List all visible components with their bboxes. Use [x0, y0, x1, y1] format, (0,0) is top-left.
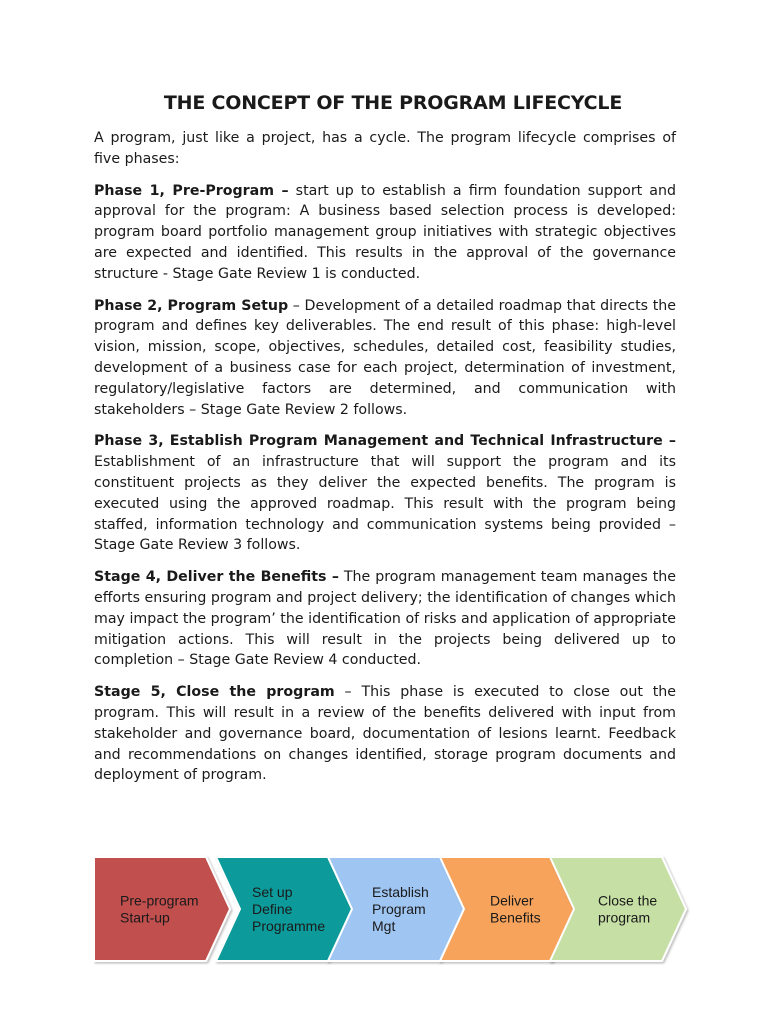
lifecycle-step-3-label-line: Mgt [372, 918, 396, 934]
lifecycle-step-3-label-line: Establish [372, 884, 429, 900]
phase-1-heading: Phase 1, Pre-Program – [94, 182, 289, 199]
phase-3-paragraph [94, 431, 676, 556]
stage-5-paragraph [94, 682, 676, 786]
lifecycle-step-4-label [490, 893, 541, 926]
lifecycle-diagram [94, 855, 690, 965]
stage-5-text: – This phase is executed to close out the program. This will result in a review of the benefits delivered with input from stakeholder and governance board, documentation of lesions learnt. Feedback and recommendations on changes identified, storage program documents and deployment of program. [94, 684, 676, 784]
phase-1-paragraph [94, 181, 676, 285]
stage-4-text: The program management team manages the efforts ensuring program and project delivery; the identification of changes which may impact the program’ the identification of risks and application of appropriate mitigation actions. This will result in the projects being delivered up to completion – Stage Gate Review 4 conducted. [94, 569, 676, 669]
phase-2-text: – Development of a detailed roadmap that directs the program and defines key deliverables. The end result of this phase: high-level vision, mission, scope, objectives, schedules, detailed cost, feasibility studies, development of a business case for each project, determination of investment, regulatory/legislative factors are determined, and communication with stakeholders – Stage Gate Review 2 follows. [94, 297, 676, 418]
stage-4-heading: Stage 4, Deliver the Benefits – [94, 569, 339, 586]
lifecycle-step-2-label-line: Define [252, 901, 293, 917]
document-page [94, 92, 676, 797]
lifecycle-step-5-label-line: program [598, 909, 651, 926]
page-title: THE CONCEPT OF THE PROGRAM LIFECYCLE [163, 92, 623, 114]
stage-4-paragraph [94, 567, 676, 671]
lifecycle-step-5-label [598, 893, 657, 926]
lifecycle-step-3-label-line: Program [372, 901, 426, 917]
lifecycle-step-4-label-line: Deliver [490, 892, 534, 909]
lifecycle-step-2-label-line: Programme [252, 918, 326, 934]
phase-1-text: start up to establish a firm foundation support and approval for the program: A business based selection process is developed: program board portfolio management group initiatives with strategic objectives are expected and identified. This results in the approval of the governance structure - Stage Gate Review 1 is conducted. [94, 182, 676, 282]
phase-3-text: Establishment of an infrastructure that will support the program and its constituent projects as they deliver the expected benefits. The program is executed using the approved roadmap. This result with the program being staffed, information technology and communication systems being provided – Stage Gate Review 3 follows. [94, 454, 676, 554]
phase-3-heading: Phase 3, Establish Program Management and Technical Infrastructure – [94, 433, 676, 450]
lifecycle-arrows [94, 855, 690, 965]
phase-2-heading: Phase 2, Program Setup [94, 297, 289, 314]
lifecycle-step-4-label-line: Benefits [490, 909, 541, 926]
lifecycle-step-5-label-line: Close the [598, 892, 658, 909]
stage-5-heading: Stage 5, Close the program [94, 684, 335, 701]
lifecycle-step-2-label-line: Set up [252, 884, 293, 900]
phase-2-paragraph [94, 296, 676, 421]
intro-paragraph: A program, just like a project, has a cycle. The program lifecycle comprises of five phases: [94, 130, 676, 167]
lifecycle-step-1-label-line: Pre-program [120, 892, 199, 909]
lifecycle-step-1-label-line: Start-up [120, 909, 170, 926]
